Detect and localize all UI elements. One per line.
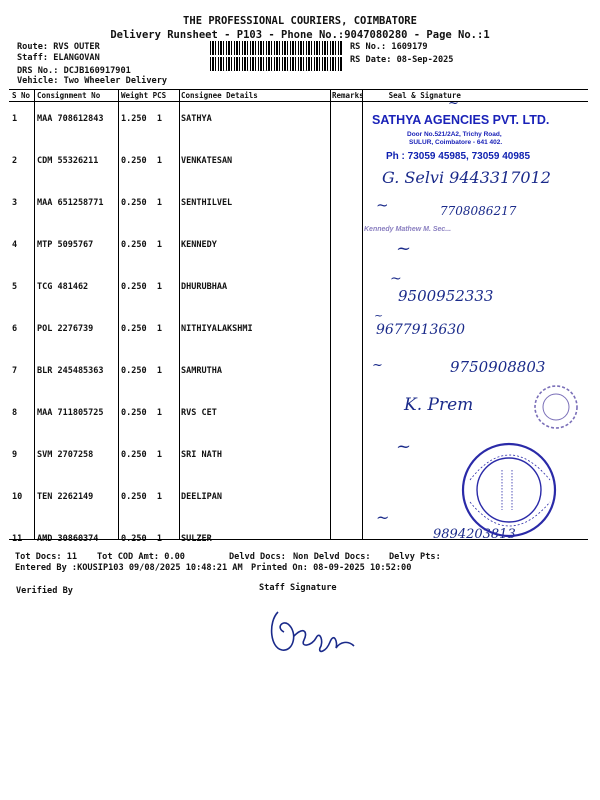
cell-weight-pcs	[118, 312, 178, 354]
cell-remarks	[329, 270, 367, 312]
entered-by: Entered By :KOUSIP103 09/08/2025 10:48:21 AM	[15, 563, 243, 573]
cell-weight: 0.250	[121, 156, 147, 166]
header-weight: Weight	[121, 91, 149, 100]
cell-consignment: TEN 2262149	[37, 492, 94, 502]
cell-weight: 0.250	[121, 282, 147, 292]
signature-scribble-6: ~	[374, 309, 384, 322]
stamp-row4: Kennedy Mathew M. Sec...	[364, 226, 452, 233]
header-seal-signature: Seal & Signature	[367, 90, 588, 102]
cell-consignment: MAA 708612843	[37, 114, 104, 124]
cell-weight-pcs	[118, 354, 178, 396]
cell-pcs: 1	[156, 198, 162, 208]
cell-weight-pcs	[118, 396, 178, 438]
stamp-company-name: SATHYA AGENCIES PVT. LTD.	[372, 113, 550, 127]
cell-remarks	[329, 144, 367, 186]
cell-weight: 0.250	[121, 324, 147, 334]
cell-remarks	[329, 396, 367, 438]
header-consignment: Consignment No	[34, 90, 118, 102]
cell-remarks	[329, 228, 367, 270]
cell-consignment: AMD 30860374	[37, 534, 99, 544]
signature-scribble-5: ~	[390, 271, 402, 287]
cell-remarks	[329, 186, 367, 228]
cell-sno: 3	[12, 198, 18, 208]
staff-signature-scribble	[264, 602, 364, 662]
cell-consignee: DEELIPAN	[181, 492, 222, 502]
table-row	[9, 270, 588, 312]
drs-label: DRS No.: DCJB160917901	[17, 66, 131, 76]
round-seal-row8	[526, 384, 586, 430]
cell-weight: 0.250	[121, 534, 147, 544]
company-title: THE PROFESSIONAL COURIERS, COIMBATORE	[183, 15, 417, 27]
cell-weight: 0.250	[121, 366, 147, 376]
cell-consignment: SVM 2707258	[37, 450, 94, 460]
cell-sno: 10	[12, 492, 23, 502]
signature-scribble-4b: ~	[396, 238, 412, 259]
cell-sno: 9	[12, 450, 18, 460]
header-pcs: PCS	[152, 91, 167, 100]
handwriting-row3: G. Selvi 9443317012	[382, 168, 551, 187]
barcode-2	[210, 57, 343, 71]
header-consignee: Consignee Details	[178, 90, 329, 102]
signature-scribble-1: ~	[448, 96, 459, 111]
cell-sno: 2	[12, 156, 18, 166]
cell-weight: 0.250	[121, 240, 147, 250]
stamp-phone: Ph : 73059 45985, 73059 40985	[386, 151, 531, 162]
cell-sno: 5	[12, 282, 18, 292]
cell-consignee: SULZER	[181, 534, 212, 544]
vehicle-label: Vehicle: Two Wheeler Delivery	[17, 76, 168, 86]
table-row	[9, 228, 588, 270]
cell-weight-pcs	[118, 102, 178, 145]
cell-consignee: NITHIYALAKSHMI	[181, 324, 253, 334]
cell-remarks	[329, 480, 367, 522]
cell-pcs: 1	[156, 534, 162, 544]
cell-weight-pcs	[118, 228, 178, 270]
cell-sno: 6	[12, 324, 18, 334]
verified-by-label: Verified By	[16, 586, 73, 596]
cell-weight-pcs	[118, 186, 178, 228]
cell-consignment: MAA 711805725	[37, 408, 104, 418]
handwriting-row7: 9750908803	[450, 358, 546, 376]
cell-consignee: DHURUBHAA	[181, 282, 228, 292]
delivered-docs: Delvd Docs:	[229, 552, 286, 562]
cell-pcs: 1	[156, 282, 162, 292]
rs-date: RS Date: 08-Sep-2025	[350, 55, 454, 65]
cell-pcs: 1	[156, 114, 162, 124]
handwriting-row11: 9894203813	[433, 527, 516, 542]
cell-weight-pcs	[118, 480, 178, 522]
cell-weight: 1.250	[121, 114, 147, 124]
cell-weight: 0.250	[121, 450, 147, 460]
signature-scribble-11: ~	[376, 508, 390, 527]
staff-signature-label: Staff Signature	[259, 583, 337, 593]
cell-consignee: SAMRUTHA	[181, 366, 222, 376]
printed-on: Printed On: 08-09-2025 10:52:00	[251, 563, 412, 573]
cell-weight: 0.250	[121, 408, 147, 418]
staff-label: Staff: ELANGOVAN	[17, 53, 100, 63]
cell-weight: 0.250	[121, 492, 147, 502]
cell-consignee: VENKATESAN	[181, 156, 233, 166]
cell-remarks	[329, 438, 367, 480]
non-delivered-docs: Non Delvd Docs:	[293, 552, 371, 562]
delivery-points: Delvy Pts:	[389, 552, 441, 562]
handwriting-row8: K. Prem	[404, 395, 474, 415]
header-weight-pcs	[118, 90, 178, 102]
cell-weight-pcs	[118, 270, 178, 312]
cell-weight: 0.250	[121, 198, 147, 208]
signature-scribble-4: ~	[376, 196, 389, 214]
stamp-address-2: SULUR, Coimbatore - 641 402.	[409, 139, 503, 146]
cell-sno: 1	[12, 114, 18, 124]
stamp-address-1: Door No.521/2A2, Trichy Road,	[407, 131, 502, 138]
cell-pcs: 1	[156, 240, 162, 250]
rvs-campus-seal	[446, 440, 576, 540]
route-label: Route: RVS OUTER	[17, 42, 100, 52]
total-cod-amount: Tot COD Amt: 0.00	[97, 552, 185, 562]
cell-consignment: MAA 651258771	[37, 198, 104, 208]
cell-consignment: MTP 5095767	[37, 240, 94, 250]
cell-sno: 8	[12, 408, 18, 418]
cell-pcs: 1	[156, 324, 162, 334]
cell-consignee: SENTHILVEL	[181, 198, 233, 208]
handwriting-row5: 9500952333	[398, 287, 494, 305]
rs-number: RS No.: 1609179	[350, 42, 428, 52]
handwriting-row6: 9677913630	[376, 322, 466, 338]
cell-weight-pcs	[118, 438, 178, 480]
cell-consignee: SRI NATH	[181, 450, 222, 460]
cell-pcs: 1	[156, 492, 162, 502]
signature-scribble-7: ~	[372, 358, 383, 373]
cell-consignee: SATHYA	[181, 114, 212, 124]
handwriting-row4-number: 7708086217	[440, 204, 517, 218]
cell-remarks	[329, 312, 367, 354]
cell-pcs: 1	[156, 156, 162, 166]
table-header-row	[9, 90, 588, 102]
total-docs: Tot Docs: 11	[15, 552, 78, 562]
table-row	[9, 312, 588, 354]
signature-scribble-9: ~	[396, 436, 412, 457]
cell-pcs: 1	[156, 408, 162, 418]
cell-consignment: TCG 481462	[37, 282, 89, 292]
cell-sno: 11	[12, 534, 23, 544]
cell-pcs: 1	[156, 366, 162, 376]
cell-remarks	[329, 354, 367, 396]
cell-consignment: BLR 245485363	[37, 366, 104, 376]
cell-consignment: POL 2276739	[37, 324, 94, 334]
cell-consignee: RVS CET	[181, 408, 217, 418]
cell-consignment: CDM 55326211	[37, 156, 99, 166]
runsheet-subtitle: Delivery Runsheet - P103 - Phone No.:9047080280 - Page No.:1	[110, 29, 490, 41]
cell-weight-pcs	[118, 144, 178, 186]
table-row	[9, 396, 588, 438]
cell-sno: 7	[12, 366, 18, 376]
barcode-1	[210, 41, 343, 55]
cell-consignee: KENNEDY	[181, 240, 217, 250]
cell-sno: 4	[12, 240, 18, 250]
cell-remarks	[329, 102, 367, 145]
cell-pcs: 1	[156, 450, 162, 460]
header-remarks: Remarks	[329, 90, 367, 102]
header-sno: S No	[9, 90, 34, 102]
